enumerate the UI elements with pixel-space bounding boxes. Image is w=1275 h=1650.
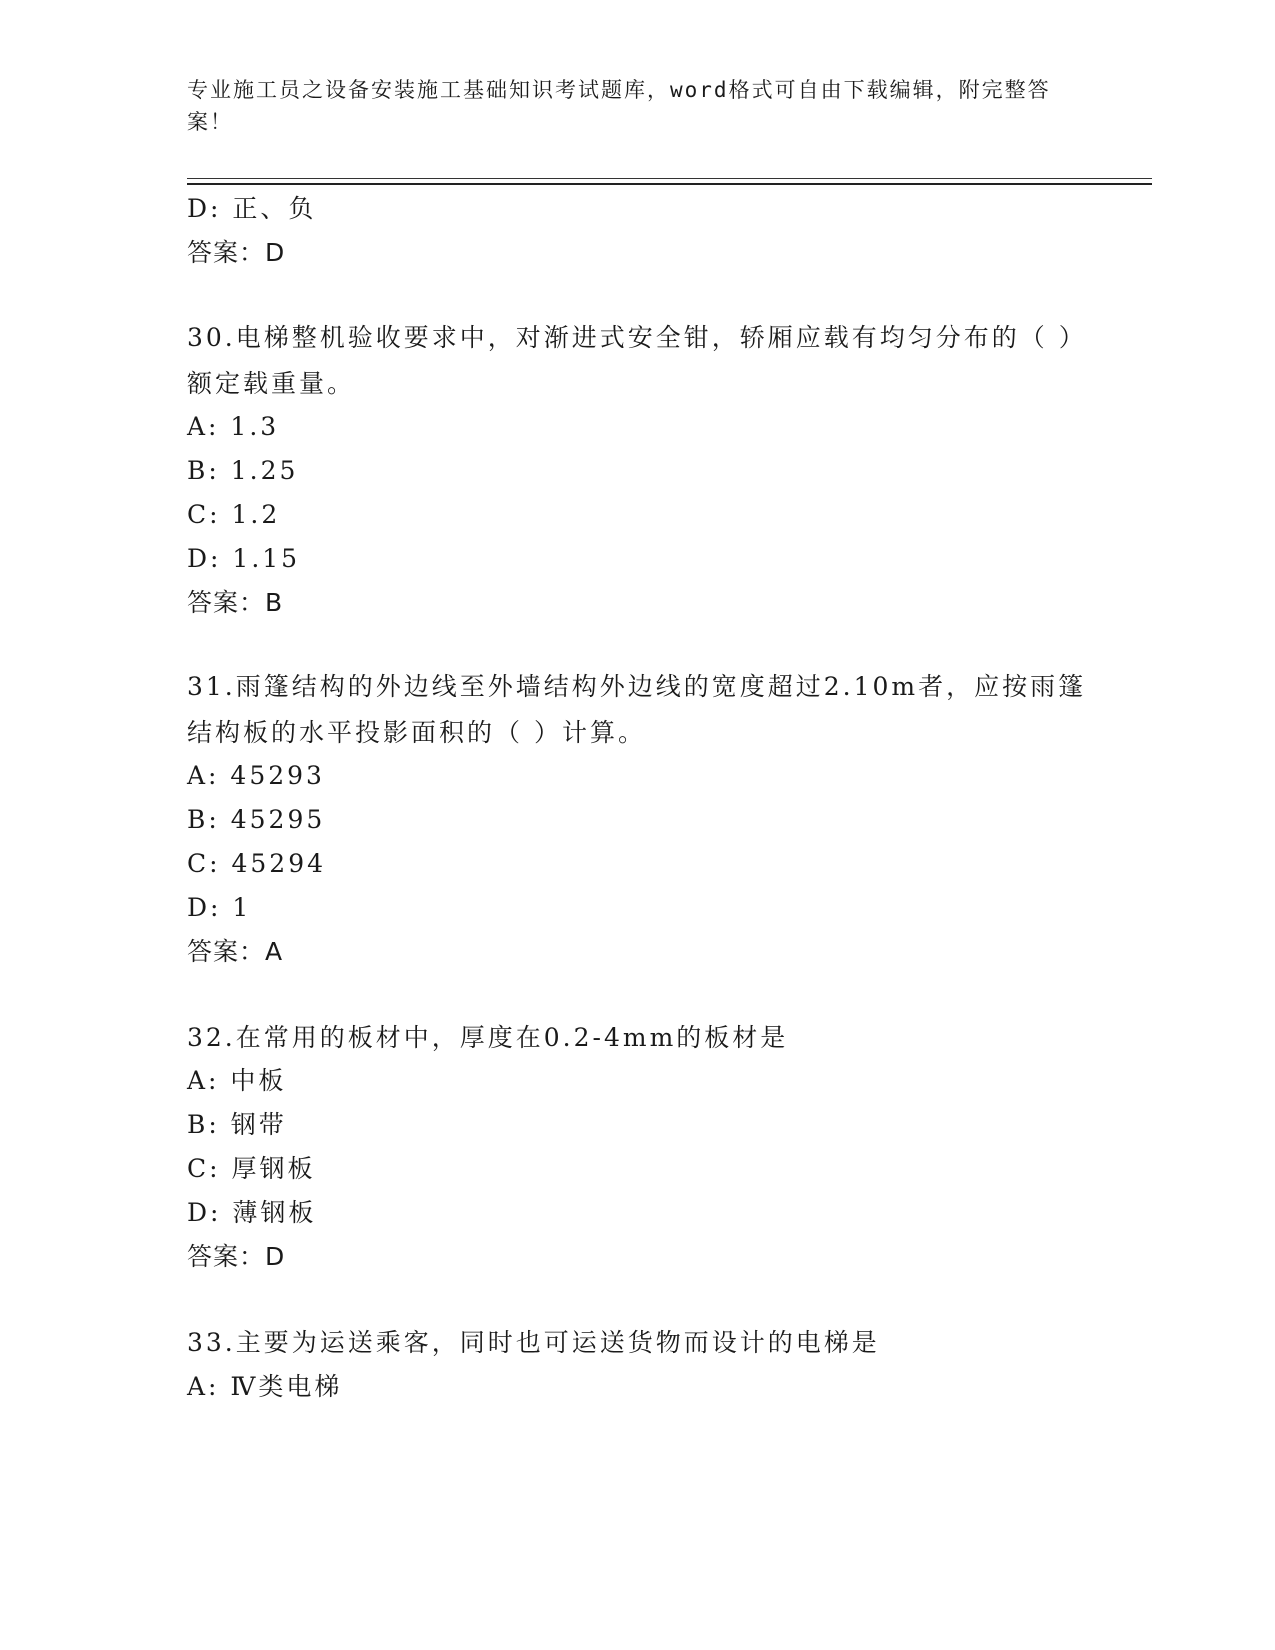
document-header: 专业施工员之设备安装施工基础知识考试题库，word格式可自由下载编辑，附完整答案！ <box>187 78 1051 134</box>
option-c: C: 厚钢板 <box>187 1154 316 1183</box>
option-b: B: 45295 <box>187 805 326 834</box>
answer: 答案：D <box>187 238 286 267</box>
question-stem: 31.雨篷结构的外边线至外墙结构外边线的宽度超过2.10m者，应按雨篷结构板的水平投影面积的（ ）计算。 <box>187 672 1087 747</box>
option-c: C: 1.2 <box>187 500 281 529</box>
answer: 答案：B <box>187 588 284 617</box>
header-divider-top <box>187 178 1152 179</box>
option-d: D: 1.15 <box>187 544 301 573</box>
option-d: D: 1 <box>187 893 252 922</box>
option-d: D: 薄钢板 <box>187 1198 317 1227</box>
option-b: B: 钢带 <box>187 1110 287 1139</box>
option-a: A: 1.3 <box>187 412 280 441</box>
option-d: D: 正、负 <box>187 194 317 223</box>
option-b: B: 1.25 <box>187 456 299 485</box>
option-a: A: Ⅳ类电梯 <box>187 1372 343 1401</box>
answer: 答案：D <box>187 1242 286 1271</box>
option-a: A: 中板 <box>187 1066 287 1095</box>
header-divider-bottom <box>187 183 1152 185</box>
question-stem: 30.电梯整机验收要求中，对渐进式安全钳，轿厢应载有均匀分布的（ ）额定载重量。 <box>187 323 1087 398</box>
question-stem: 32.在常用的板材中，厚度在0.2-4mm的板材是 <box>187 1023 789 1052</box>
option-a: A: 45293 <box>187 761 325 790</box>
answer: 答案：A <box>187 937 284 966</box>
option-c: C: 45294 <box>187 849 327 878</box>
question-stem: 33.主要为运送乘客，同时也可运送货物而设计的电梯是 <box>187 1328 880 1357</box>
